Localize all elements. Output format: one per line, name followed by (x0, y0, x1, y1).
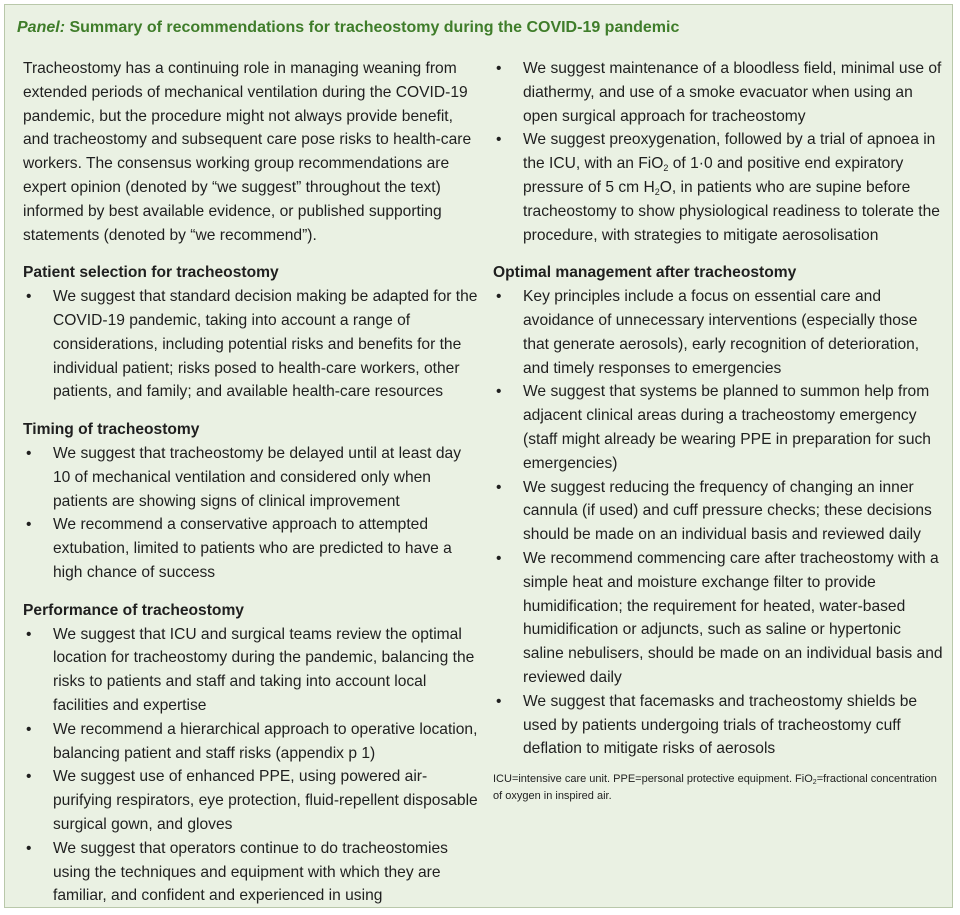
list-item (23, 837, 478, 908)
list-item-text: Key principles include a focus on essential care and avoidance of unnecessary interventions (especially those that generate aerosols), early recognition of deterioration, and timely responses to emergencies (523, 288, 920, 377)
section-heading-patient-selection: Patient selection for tracheostomy (23, 264, 279, 282)
subscript: 2 (654, 186, 660, 197)
list-item-text: We recommend a hierarchical approach to operative location, balancing patient and staff risks (appendix p 1) (53, 720, 478, 762)
timing-list (23, 442, 478, 585)
list-item (493, 690, 943, 761)
subscript: 2 (812, 779, 817, 787)
list-item (493, 285, 943, 380)
footnote (493, 771, 945, 805)
footnote-text-1: ICU=intensive care unit. PPE=personal protective equipment. FiO (493, 773, 813, 786)
list-item (23, 442, 478, 513)
management-list (493, 285, 943, 761)
list-item (23, 285, 478, 404)
panel-label: Panel: (17, 19, 66, 36)
performance-list (23, 623, 478, 909)
bullet: • (26, 625, 32, 643)
left-column (23, 57, 478, 908)
list-item-text: We suggest that systems be planned to summon help from adjacent clinical areas during a tracheostomy emergency (staff might already be wearing PPE in preparation for such emergencies) (523, 383, 931, 472)
bullet: • (26, 288, 32, 306)
list-item-text: We recommend a conservative approach to attempted extubation, limited to patients who are predicted to have a high chance of success (53, 516, 452, 581)
bullet: • (26, 516, 32, 534)
bullet: • (496, 288, 502, 306)
summary-panel (4, 4, 953, 908)
bullet: • (496, 478, 502, 496)
list-item (493, 128, 943, 247)
list-item-text: We suggest that tracheostomy be delayed until at least day 10 of mechanical ventilation and considered only when patients are showing signs of clinical improvement (53, 444, 461, 510)
subscript: 2 (663, 163, 669, 174)
intro-paragraph: Tracheostomy has a continuing role in managing weaning from extended periods of mechanical ventilation during the COVID-19 pandemic, but the procedure might not always provide benefit, and tracheostomy and subsequent care pose risks to health-care workers. The consensus working group recommendations are expert opinion (denoted by “we suggest” throughout the text) informed by best available evidence, or published supporting statements (denoted by “we recommend”). (23, 60, 472, 244)
panel-title-text: Summary of recommendations for tracheostomy during the COVID-19 pandemic (69, 19, 680, 36)
list-item (23, 718, 478, 766)
bullet: • (26, 768, 32, 786)
bullet: • (496, 131, 502, 149)
list-item (493, 57, 943, 128)
list-item (493, 476, 943, 547)
bullet: • (496, 692, 502, 710)
right-column (493, 57, 943, 805)
bullet: • (496, 383, 502, 401)
list-item-text: We suggest maintenance of a bloodless field, minimal use of diathermy, and use of a smoke evacuator when using an open surgical approach for tracheostomy (523, 60, 942, 125)
preox-text-2: of 1·0 and positive end expiratory pressure of 5 cm H (523, 155, 904, 196)
list-item-text (523, 131, 940, 243)
bullet: • (496, 60, 502, 77)
list-item (23, 513, 478, 584)
section-heading-management: Optimal management after tracheostomy (493, 264, 797, 282)
bullet: • (26, 444, 32, 462)
bullet: • (26, 720, 32, 738)
list-item-text: We recommend commencing care after tracheostomy with a simple heat and moisture exchange filter to provide humidification; the requirement for heated, water-based humidification or adjuncts, such as saline or hypertonic saline nebulisers, should be made on an individual basis and reviewed daily (523, 549, 943, 686)
list-item (23, 765, 478, 836)
bullet: • (496, 549, 502, 567)
list-item (23, 623, 478, 718)
preox-text-1: We suggest preoxygenation, followed by a trial of apnoea in the ICU, with an FiO (523, 131, 936, 173)
panel-title (17, 19, 679, 37)
bullet: • (26, 839, 32, 857)
performance-list-continued (493, 57, 943, 247)
preox-text-3: O, in patients who are supine before tracheostomy to show physiological readiness to tolerate the procedure, with strategies to mitigate aerosolisation (523, 178, 940, 244)
patient-selection-list (23, 285, 478, 404)
list-item (493, 380, 943, 475)
list-item-text: We suggest that ICU and surgical teams review the optimal location for tracheostomy during the pandemic, balancing the risks to patients and staff and taking into account local facilities and expertise (53, 625, 475, 714)
list-item-text: We suggest that operators continue to do tracheostomies using the techniques and equipment with which they are familiar, and confident and experienced in using (53, 839, 448, 905)
section-heading-performance: Performance of tracheostomy (23, 601, 244, 619)
section-heading-timing: Timing of tracheostomy (23, 421, 200, 439)
list-item-text: We suggest that standard decision making be adapted for the COVID-19 pandemic, taking into account a range of considerations, including potential risks and benefits for the individual patient; risks posed to health-care workers, other patients, and family; and available health-care resources (53, 288, 478, 401)
list-item (493, 547, 943, 690)
footnote-text-2: =fractional concentration of oxygen in inspired air. (493, 773, 937, 803)
list-item-text: We suggest reducing the frequency of changing an inner cannula (if used) and cuff pressure checks; these decisions should be made on an individual basis and reviewed daily (523, 478, 932, 544)
list-item-text: We suggest that facemasks and tracheostomy shields be used by patients undergoing trials of tracheostomy cuff deflation to mitigate risks of aerosols (523, 692, 918, 758)
list-item-text: We suggest use of enhanced PPE, using powered air-purifying respirators, eye protection, fluid-repellent disposable surgical gown, and gloves (53, 768, 478, 833)
